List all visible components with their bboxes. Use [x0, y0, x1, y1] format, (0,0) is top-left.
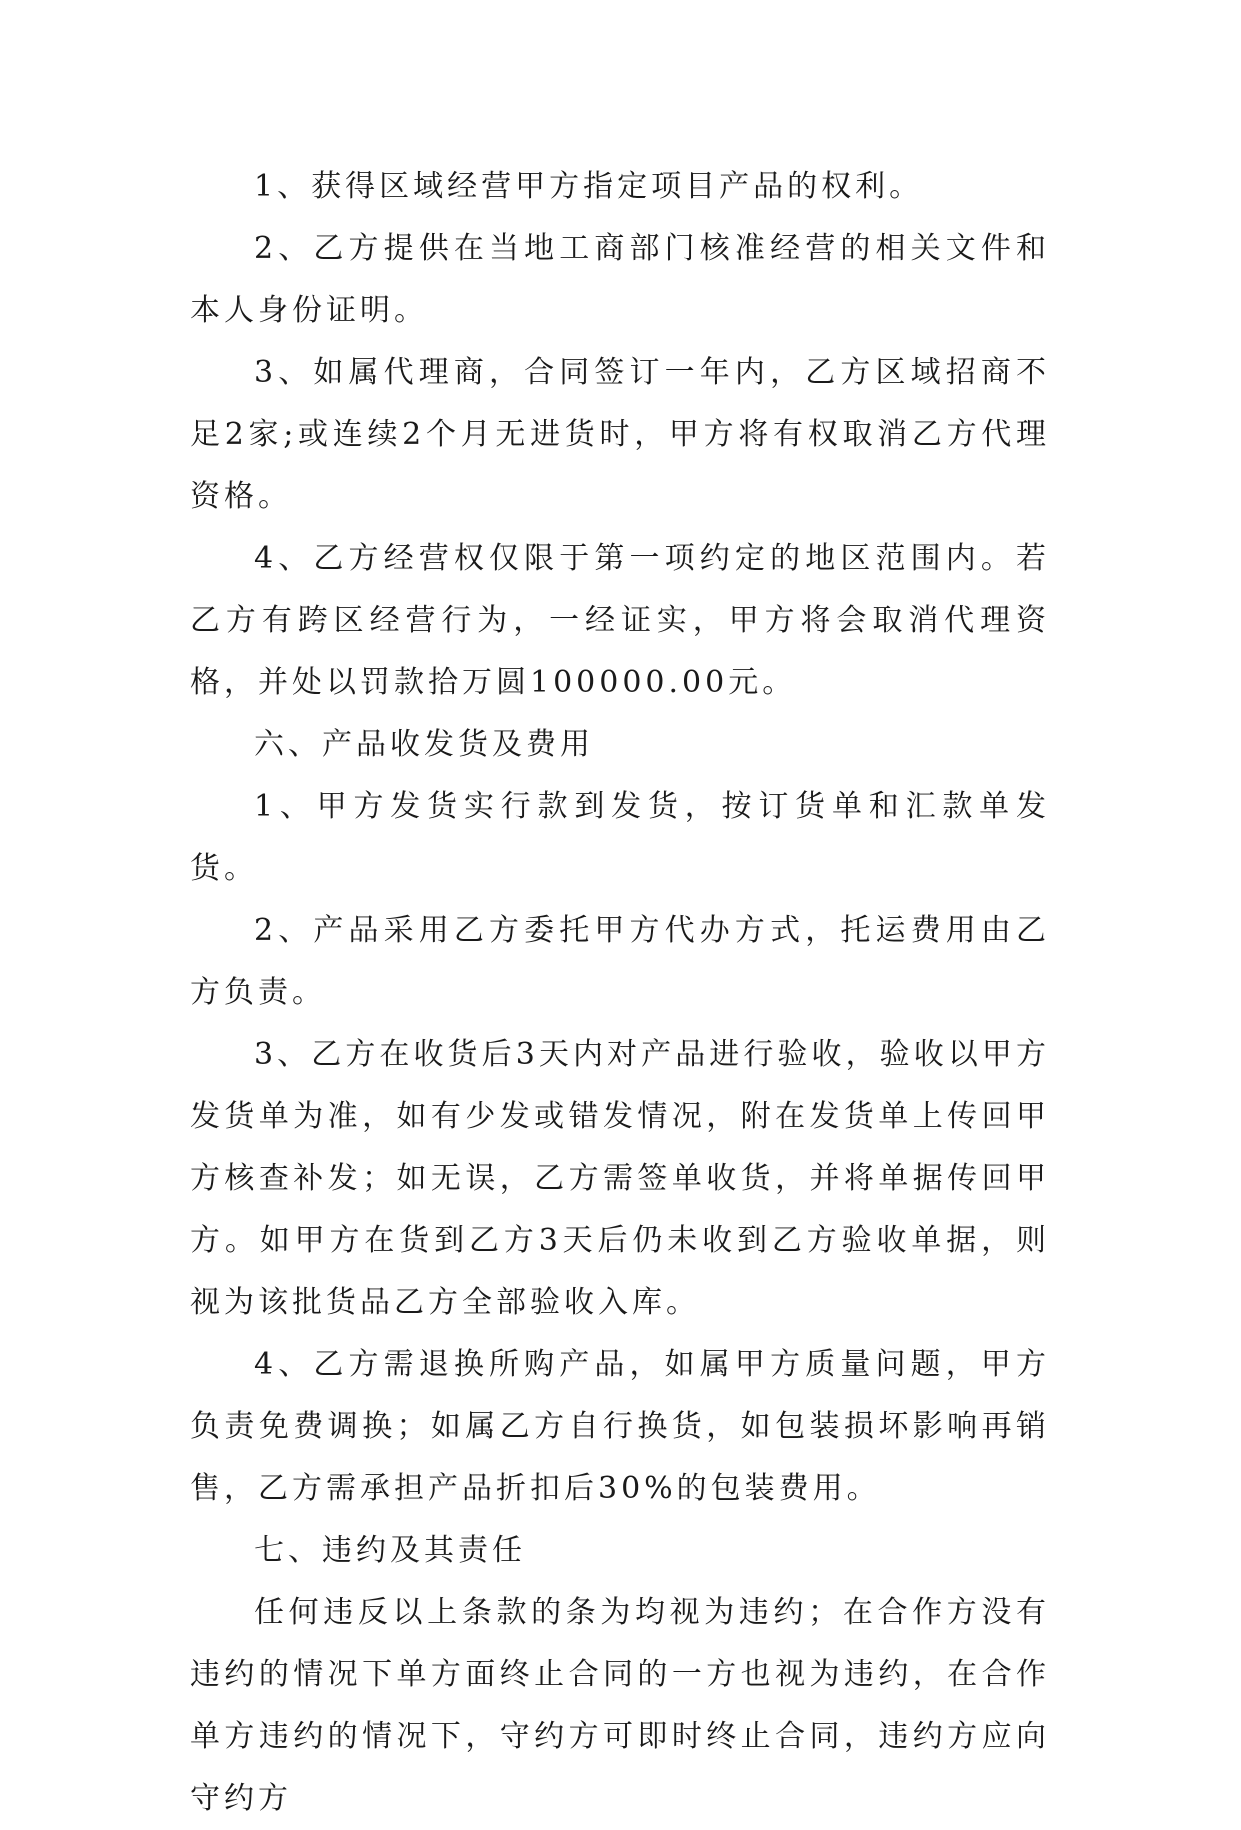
clause-6-4: 4、乙方需退换所购产品，如属甲方质量问题，甲方负责免费调换；如属乙方自行换货，如包装损坏影响再销售，乙方需承担产品折扣后30%的包装费用。	[190, 1347, 1050, 1506]
clause-5-4: 4、乙方经营权仅限于第一项约定的地区范围内。若乙方有跨区经营行为，一经证实，甲方将会取消代理资格，并处以罚款拾万圆100000.00元。	[190, 541, 1050, 700]
clause-6-2: 2、产品采用乙方委托甲方代办方式，托运费用由乙方负责。	[190, 913, 1050, 1010]
clause-6-1: 1、甲方发货实行款到发货，按订货单和汇款单发货。	[190, 789, 1050, 886]
clause-5-3: 3、如属代理商，合同签订一年内，乙方区域招商不足2家;或连续2个月无进货时，甲方将有权取消乙方代理资格。	[190, 355, 1050, 514]
clause-5-1: 1、获得区域经营甲方指定项目产品的权利。	[254, 169, 924, 204]
clause-6-3: 3、乙方在收货后3天内对产品进行验收，验收以甲方发货单为准，如有少发或错发情况，附在发货单上传回甲方核查补发；如无误，乙方需签单收货，并将单据传回甲方。如甲方在货到乙方3天后仍未收到乙方验收单据，则视为该批货品乙方全部验收入库。	[190, 1037, 1050, 1320]
section-7-heading: 七、违约及其责任	[254, 1533, 526, 1568]
document-body	[190, 156, 1050, 1830]
section-6-heading: 六、产品收发货及费用	[254, 727, 594, 762]
clause-7-body: 任何违反以上条款的条为均视为违约；在合作方没有违约的情况下单方面终止合同的一方也视为违约，在合作单方违约的情况下，守约方可即时终止合同，违约方应向守约方	[190, 1595, 1050, 1816]
clause-5-2: 2、乙方提供在当地工商部门核准经营的相关文件和本人身份证明。	[190, 231, 1050, 328]
